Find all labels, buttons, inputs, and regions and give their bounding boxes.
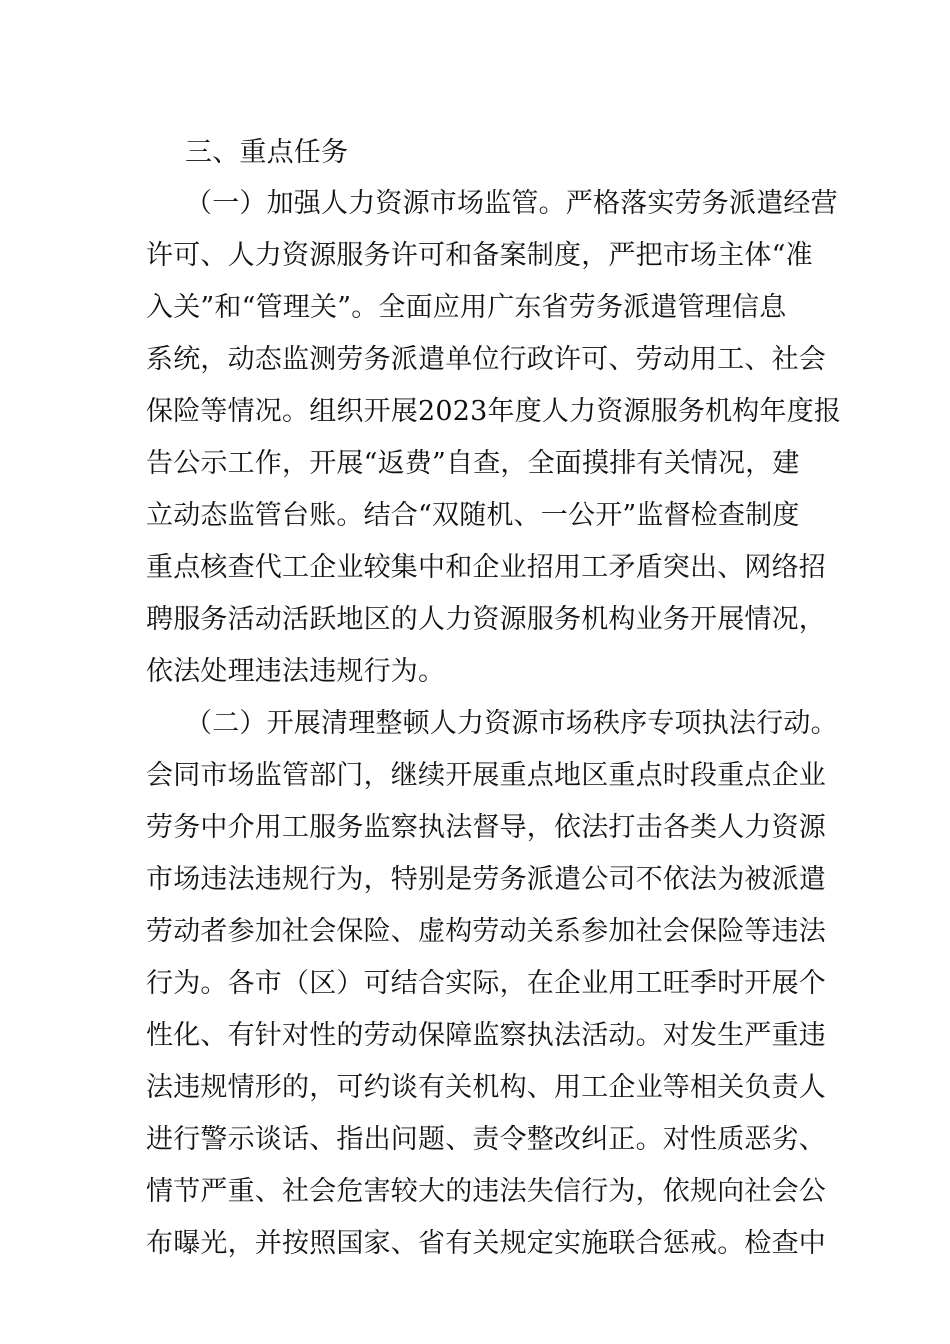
paragraph-line: 布曝光，并按照国家、省有关规定实施联合惩戒。检查中 bbox=[146, 1228, 826, 1259]
section-heading: 三、重点任务 bbox=[185, 137, 349, 168]
paragraph-line: 保险等情况。组织开展2023年度人力资源服务机构年度报 bbox=[146, 396, 842, 427]
paragraph-line: 系统，动态监测劳务派遣单位行政许可、劳动用工、社会 bbox=[146, 344, 826, 375]
paragraph-line: 性化、有针对性的劳动保障监察执法活动。对发生严重违 bbox=[146, 1020, 826, 1051]
paragraph-line: 会同市场监管部门，继续开展重点地区重点时段重点企业 bbox=[146, 760, 826, 791]
paragraph-line: 劳务中介用工服务监察执法督导，依法打击各类人力资源 bbox=[146, 812, 826, 843]
paragraph-line: 市场违法违规行为，特别是劳务派遣公司不依法为被派遣 bbox=[146, 864, 826, 895]
paragraph-line: 劳动者参加社会保险、虚构劳动关系参加社会保险等违法 bbox=[146, 916, 826, 947]
paragraph-line: 聘服务活动活跃地区的人力资源服务机构业务开展情况， bbox=[146, 604, 826, 635]
paragraph-line: 入关”和“管理关”。全面应用广东省劳务派遣管理信息 bbox=[146, 292, 787, 323]
paragraph-line: 进行警示谈话、指出问题、责令整改纠正。对性质恶劣、 bbox=[146, 1124, 826, 1155]
paragraph-line: 告公示工作，开展“返费”自查，全面摸排有关情况，建 bbox=[146, 448, 800, 479]
paragraph-line: 重点核查代工企业较集中和企业招用工矛盾突出、网络招 bbox=[146, 552, 826, 583]
paragraph-line: （一）加强人力资源市场监管。严格落实劳务派遣经营 bbox=[185, 188, 838, 219]
paragraph-line: 情节严重、社会危害较大的违法失信行为，依规向社会公 bbox=[146, 1176, 826, 1207]
paragraph-line: （二）开展清理整顿人力资源市场秩序专项执法行动。 bbox=[185, 708, 838, 739]
paragraph-line: 行为。各市（区）可结合实际，在企业用工旺季时开展个 bbox=[146, 968, 826, 999]
paragraph-line: 许可、人力资源服务许可和备案制度，严把市场主体“准 bbox=[146, 240, 813, 271]
paragraph-line: 法违规情形的，可约谈有关机构、用工企业等相关负责人 bbox=[146, 1072, 826, 1103]
paragraph-line: 依法处理违法违规行为。 bbox=[146, 656, 446, 687]
paragraph-line: 立动态监管台账。结合“双随机、一公开”监督检查制度 bbox=[146, 500, 800, 531]
